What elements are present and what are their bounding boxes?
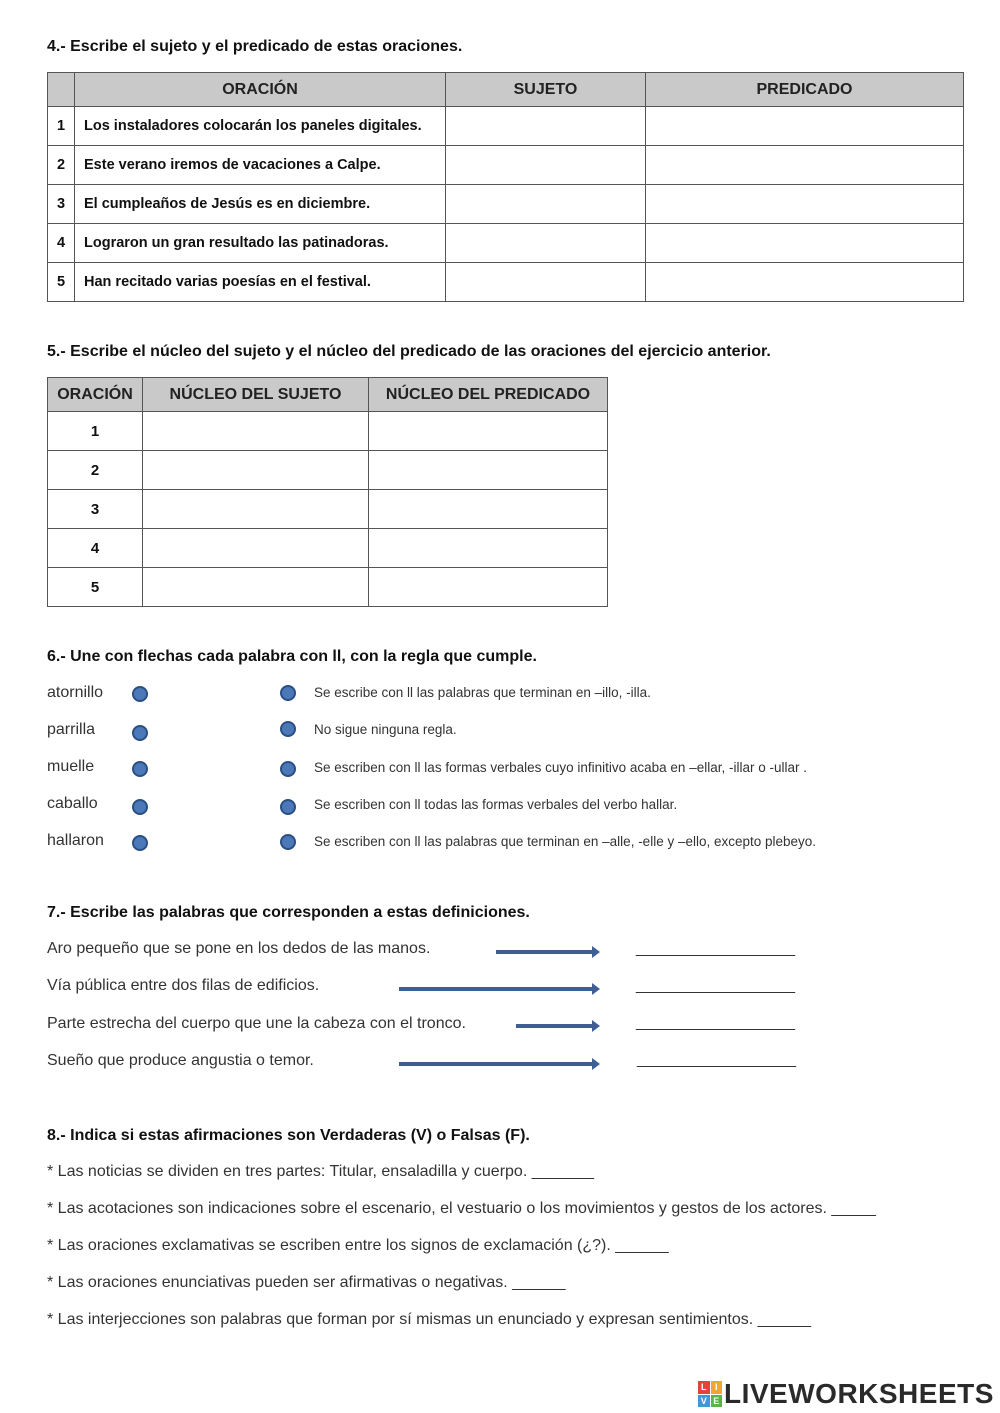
arrow-icon — [516, 1024, 592, 1028]
sujeto-answer-cell[interactable] — [446, 107, 646, 146]
logo-letter: V — [698, 1395, 710, 1408]
ex7-heading: 7.- Escribe las palabras que corresponden a estas definiciones. — [47, 904, 530, 921]
match-rule: Se escriben con ll las formas verbales cuyo infinitivo acaba en –ellar, -illar o -ullar . — [314, 760, 807, 775]
ex4-heading: 4.- Escribe el sujeto y el predicado de estas oraciones. — [47, 38, 463, 55]
match-rule: No sigue ninguna regla. — [314, 722, 457, 737]
sujeto-answer-cell[interactable] — [446, 224, 646, 263]
table-row — [48, 185, 964, 224]
rule-connector-dot[interactable] — [280, 685, 296, 701]
logo-letter: E — [711, 1395, 723, 1408]
ex5-heading: 5.- Escribe el núcleo del sujeto y el núcleo del predicado de las oraciones del ejercicio anterior. — [47, 343, 771, 360]
match-rule: Se escribe con ll las palabras que terminan en –illo, -illa. — [314, 685, 651, 700]
match-word: caballo — [47, 795, 98, 812]
true-false-statement[interactable]: * Las oraciones exclamativas se escriben entre los signos de exclamación (¿?). ______ — [47, 1237, 669, 1254]
nucleo-predicado-cell[interactable] — [369, 568, 608, 607]
arrow-head-icon — [592, 1020, 600, 1032]
ex8-heading: 8.- Indica si estas afirmaciones son Verdaderas (V) o Falsas (F). — [47, 1127, 530, 1144]
answer-blank[interactable]: ____________________ — [636, 977, 794, 994]
logo-letter: I — [711, 1381, 723, 1394]
ex4-col-predicado: PREDICADO — [646, 73, 964, 107]
match-rule: Se escriben con ll todas las formas verbales del verbo hallar. — [314, 797, 678, 812]
match-rule: Se escriben con ll las palabras que terminan en –alle, -elle y –ello, excepto plebeyo. — [314, 834, 817, 849]
row-number: 3 — [48, 185, 75, 224]
logo-letter: L — [698, 1381, 710, 1394]
rule-connector-dot[interactable] — [280, 834, 296, 850]
nucleo-predicado-cell[interactable] — [369, 451, 608, 490]
ex4-col-sujeto: SUJETO — [446, 73, 646, 107]
nucleo-sujeto-cell[interactable] — [143, 568, 369, 607]
sujeto-answer-cell[interactable] — [446, 185, 646, 224]
sentence-cell: Los instaladores colocarán los paneles digitales. — [75, 107, 446, 146]
row-number: 3 — [48, 490, 143, 529]
sujeto-answer-cell[interactable] — [446, 263, 646, 302]
ex4-col-num — [48, 73, 75, 107]
nucleo-sujeto-cell[interactable] — [143, 490, 369, 529]
nucleo-sujeto-cell[interactable] — [143, 412, 369, 451]
arrow-head-icon — [592, 983, 600, 995]
sentence-cell: Han recitado varias poesías en el festival. — [75, 263, 446, 302]
definition-text: Parte estrecha del cuerpo que une la cabeza con el tronco. — [47, 1015, 466, 1032]
true-false-statement[interactable]: * Las oraciones enunciativas pueden ser afirmativas o negativas. ______ — [47, 1274, 566, 1291]
arrow-icon — [399, 987, 592, 991]
ex5-col-nucleo-predicado: NÚCLEO DEL PREDICADO — [369, 378, 608, 412]
ex4-col-oracion: ORACIÓN — [75, 73, 446, 107]
row-number: 1 — [48, 412, 143, 451]
sentence-cell: El cumpleaños de Jesús es en diciembre. — [75, 185, 446, 224]
ex5-col-nucleo-sujeto: NÚCLEO DEL SUJETO — [143, 378, 369, 412]
arrow-head-icon — [592, 946, 600, 958]
row-number: 2 — [48, 451, 143, 490]
answer-blank[interactable]: ____________________ — [636, 940, 794, 957]
word-connector-dot[interactable] — [132, 725, 148, 741]
word-connector-dot[interactable] — [132, 761, 148, 777]
sujeto-answer-cell[interactable] — [446, 146, 646, 185]
arrow-icon — [399, 1062, 592, 1066]
ex5-col-oracion: ORACIÓN — [48, 378, 143, 412]
row-number: 5 — [48, 263, 75, 302]
row-number: 4 — [48, 224, 75, 263]
word-connector-dot[interactable] — [132, 686, 148, 702]
table-row — [48, 451, 608, 490]
sentence-cell: Lograron un gran resultado las patinadoras. — [75, 224, 446, 263]
rule-connector-dot[interactable] — [280, 761, 296, 777]
sentence-cell: Este verano iremos de vacaciones a Calpe. — [75, 146, 446, 185]
predicado-answer-cell[interactable] — [646, 146, 964, 185]
true-false-statement[interactable]: * Las interjecciones son palabras que forman por sí mismas un enunciado y expresan sentimientos. ______ — [47, 1311, 811, 1328]
arrow-icon — [496, 950, 592, 954]
table-row — [48, 529, 608, 568]
match-word: atornillo — [47, 684, 104, 701]
definition-text: Vía pública entre dos filas de edificios. — [47, 977, 320, 994]
match-word: parrilla — [47, 721, 96, 738]
table-row — [48, 263, 964, 302]
word-connector-dot[interactable] — [132, 799, 148, 815]
liveworksheets-logo-text: LIVEWORKSHEETS — [724, 1378, 994, 1409]
word-connector-dot[interactable] — [132, 835, 148, 851]
ex5-table — [47, 377, 608, 607]
nucleo-predicado-cell[interactable] — [369, 490, 608, 529]
predicado-answer-cell[interactable] — [646, 107, 964, 146]
rule-connector-dot[interactable] — [280, 799, 296, 815]
predicado-answer-cell[interactable] — [646, 224, 964, 263]
table-row — [48, 412, 608, 451]
rule-connector-dot[interactable] — [280, 721, 296, 737]
table-row — [48, 224, 964, 263]
row-number: 5 — [48, 568, 143, 607]
true-false-statement[interactable]: * Las acotaciones son indicaciones sobre el escenario, el vestuario o los movimientos y gestos de los actores. _____ — [47, 1200, 876, 1217]
table-row — [48, 568, 608, 607]
definition-text: Aro pequeño que se pone en los dedos de las manos. — [47, 940, 431, 957]
table-row — [48, 107, 964, 146]
predicado-answer-cell[interactable] — [646, 185, 964, 224]
answer-blank[interactable]: ____________________ — [637, 1051, 795, 1068]
predicado-answer-cell[interactable] — [646, 263, 964, 302]
nucleo-predicado-cell[interactable] — [369, 412, 608, 451]
ex6-heading: 6.- Une con flechas cada palabra con ll, con la regla que cumple. — [47, 648, 537, 665]
arrow-head-icon — [592, 1058, 600, 1070]
match-word: muelle — [47, 758, 95, 775]
liveworksheets-logo-icon — [698, 1381, 722, 1407]
row-number: 2 — [48, 146, 75, 185]
table-row — [48, 146, 964, 185]
ex4-header-row — [48, 73, 964, 107]
nucleo-sujeto-cell[interactable] — [143, 529, 369, 568]
match-word: hallaron — [47, 832, 104, 849]
answer-blank[interactable]: ____________________ — [636, 1014, 794, 1031]
definition-text: Sueño que produce angustia o temor. — [47, 1052, 314, 1069]
table-row — [48, 490, 608, 529]
ex4-table — [47, 72, 964, 302]
nucleo-predicado-cell[interactable] — [369, 529, 608, 568]
nucleo-sujeto-cell[interactable] — [143, 451, 369, 490]
true-false-statement[interactable]: * Las noticias se dividen en tres partes: Titular, ensaladilla y cuerpo. _______ — [47, 1163, 594, 1180]
ex5-header-row — [48, 378, 608, 412]
row-number: 4 — [48, 529, 143, 568]
liveworksheets-logo — [698, 1378, 994, 1410]
row-number: 1 — [48, 107, 75, 146]
